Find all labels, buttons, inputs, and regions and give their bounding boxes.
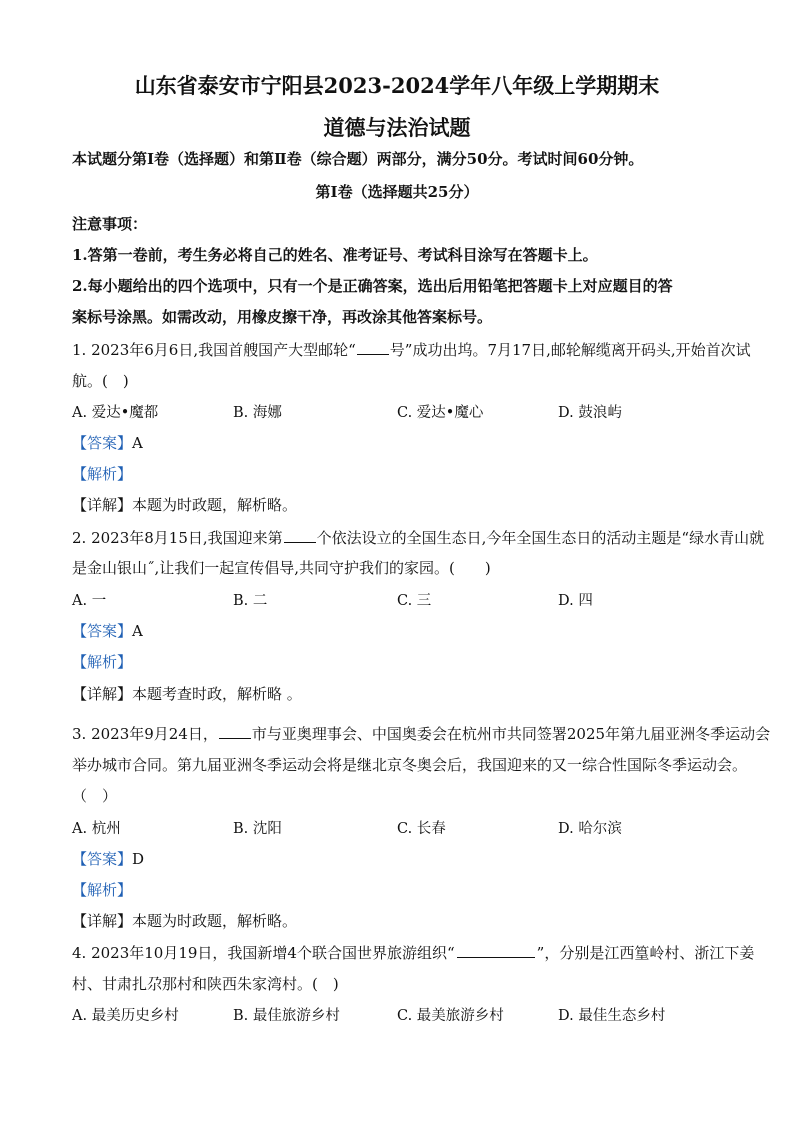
question-2-answer: 【答案】A [72,622,143,640]
question-1-option-d: D. 鼓浪屿 [558,405,622,421]
question-1-line-2: 航。( ) [72,372,129,390]
question-1-line-1: 1. 2023年6月6日,我国首艘国产大型邮轮“ 号”成功出坞。7月17日,邮轮解缆离开码头,开始首次试 [72,341,751,359]
answer-blank [284,530,316,543]
note-1: 1.答第一卷前，考生务必将自己的姓名、准考证号、考试科目涂写在答题卡上。 [72,246,598,264]
question-4-option-a: A. 最美历史乡村 [72,1008,179,1024]
question-2-line-2: 是金山银山˝,让我们一起宣传倡导,共同守护我们的家园。( ) [72,559,491,577]
question-3-option-a: A. 杭州 [72,821,121,837]
question-3-answer: 【答案】D [72,850,145,868]
question-3-line-2: 举办城市合同。第九届亚洲冬季运动会将是继北京冬奥会后，我国迎来的又一综合性国际冬季运动会。 [72,756,748,774]
answer-blank [457,945,535,958]
question-2-option-b: B. 二 [233,593,268,609]
question-1-answer: 【答案】A [72,434,143,452]
question-1-option-b: B. 海娜 [233,405,282,421]
note-2-line-2: 案标号涂黑。如需改动，用橡皮擦干净，再改涂其他答案标号。 [72,308,493,326]
page-subtitle: 道德与法治试题 [323,115,471,140]
question-3-analysis-label: 【解析】 [72,881,133,899]
question-2-detail: 【详解】本题考查时政，解析略 。 [72,685,302,703]
question-1-option-a: A. 爱达•魔都 [72,405,159,421]
question-2-option-c: C. 三 [397,593,432,609]
answer-blank [219,726,251,739]
question-3-detail: 【详解】本题为时政题，解析略。 [72,912,298,930]
question-4-option-d: D. 最佳生态乡村 [558,1008,666,1024]
question-2-option-a: A. 一 [72,593,107,609]
question-3-option-b: B. 沈阳 [233,821,282,837]
question-4-option-b: B. 最佳旅游乡村 [233,1008,340,1024]
exam-intro: 本试题分第Ⅰ卷（选择题）和第Ⅱ卷（综合题）两部分，满分50分。考试时间60分钟。 [72,150,644,168]
section-heading: 第Ⅰ卷（选择题共25分） [315,183,479,201]
page-title: 山东省泰安市宁阳县2023-2024学年八年级上学期期末 [134,73,660,98]
question-3-line-1: 3. 2023年9月24日， 市与亚奥理事会、中国奥委会在杭州市共同签署2025年第九届亚洲冬季运动会 [72,725,771,743]
question-1-option-c: C. 爱达•魔心 [397,405,484,421]
question-2-option-d: D. 四 [558,593,593,609]
notes-heading: 注意事项： [72,215,148,233]
note-2-line-1: 2.每小题给出的四个选项中，只有一个是正确答案，选出后用铅笔把答题卡上对应题目的答 [72,277,673,295]
question-4-option-c: C. 最美旅游乡村 [397,1008,504,1024]
question-4-line-1: 4. 2023年10月19日，我国新增4个联合国世界旅游组织“ ”，分别是江西篁岭村、浙江下姜 [72,944,755,962]
question-2-analysis-label: 【解析】 [72,653,133,671]
question-1-analysis-label: 【解析】 [72,465,133,483]
question-2-line-1: 2. 2023年8月15日,我国迎来第 个依法设立的全国生态日,今年全国生态日的活动主题是“绿水青山就 [72,529,765,547]
question-3-line-3: （ ） [72,787,118,805]
question-3-option-d: D. 哈尔滨 [558,821,622,837]
question-3-option-c: C. 长春 [397,821,446,837]
question-1-detail: 【详解】本题为时政题，解析略。 [72,496,298,514]
answer-blank [357,342,389,355]
question-4-line-2: 村、甘肃扎尕那村和陕西朱家湾村。( ) [72,975,339,993]
